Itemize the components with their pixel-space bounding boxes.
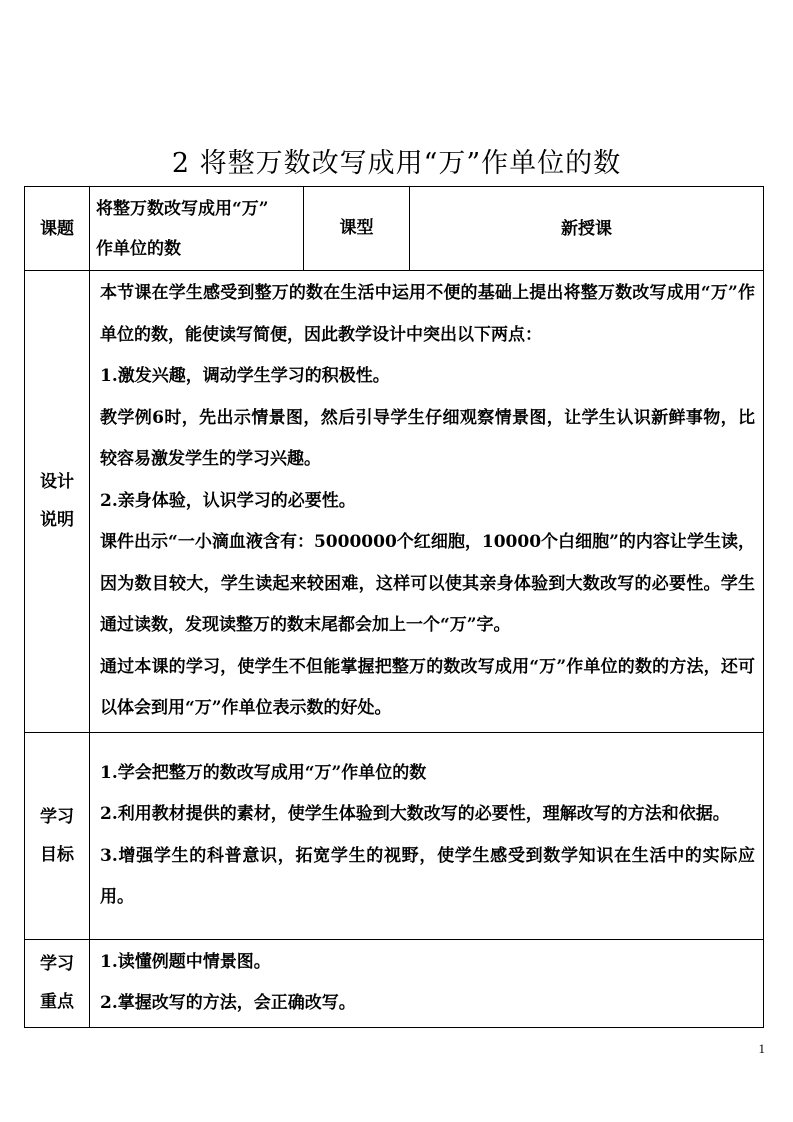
design-paragraph: 本节课在学生感受到整万的数在生活中运用不便的基础上提出将整万数改写成用“万”作单位的数，能使读写简便，因此教学设计中突出以下两点：: [100, 283, 755, 345]
key-points-content: [90, 939, 764, 1027]
goals-row: [25, 732, 764, 939]
goals-label-line2: 目标: [40, 844, 74, 865]
design-paragraph: 2.亲身体验，认识学习的必要性。: [100, 490, 356, 511]
topic-value: [90, 187, 304, 271]
key-point-item: 2.掌握改写的方法，会正确改写。: [100, 993, 356, 1013]
page-title: 2 将整万数改写成用“万”作单位的数: [171, 148, 622, 179]
design-paragraph: 教学例6时，先出示情景图，然后引导学生仔细观察情景图，让学生认识新鲜事物，比较容易激发学生的学习兴趣。: [100, 407, 755, 469]
key-points-label-line1: 学习: [40, 954, 74, 974]
design-content: [90, 271, 764, 733]
design-label-line2: 说明: [40, 510, 74, 531]
goals-label: [25, 732, 90, 939]
design-paragraph: 通过本课的学习，使学生不但能掌握把整万的数改写成用“万”作单位的数的方法，还可以体会到用“万”作单位表示数的好处。: [100, 656, 755, 718]
type-label: 课型: [304, 187, 410, 271]
key-points-label: [25, 939, 90, 1027]
goal-item: 2.利用教材提供的素材，使学生体验到大数改写的必要性，理解改写的方法和依据。: [100, 804, 730, 824]
lesson-plan-table: [24, 186, 764, 1028]
design-label-line1: 设计: [40, 472, 74, 493]
design-label: [25, 271, 90, 733]
design-paragraph: 1.激发兴趣，调动学生学习的积极性。: [100, 366, 390, 386]
key-point-item: 1.读懂例题中情景图。: [100, 951, 271, 972]
goals-label-line1: 学习: [40, 806, 74, 827]
type-value: 新授课: [410, 187, 764, 271]
goal-item: 1.学会把整万的数改写成用“万”作单位的数: [100, 762, 427, 783]
key-points-label-line2: 重点: [40, 992, 74, 1012]
header-row: [25, 187, 764, 271]
design-paragraph: 课件出示“一小滴血液含有：5000000个红细胞，10000个白细胞”的内容让学生读，因为数目较大，学生读起来较困难，这样可以使其亲身体验到大数改写的必要性。学生通过读数，发现读整万的数末尾都会加上一个“万”字。: [100, 532, 755, 635]
key-points-row: [25, 939, 764, 1027]
topic-value-line1: 将整万数改写成用“万”: [96, 198, 269, 219]
goals-content: [90, 732, 764, 939]
design-row: [25, 271, 764, 733]
topic-value-line2: 作单位的数: [96, 238, 181, 259]
goal-item: 3.增强学生的科普意识，拓宽学生的视野，使学生感受到数学知识在生活中的实际应用。: [100, 845, 755, 907]
page-number: 1: [758, 1041, 765, 1056]
topic-label: 课题: [25, 187, 90, 271]
